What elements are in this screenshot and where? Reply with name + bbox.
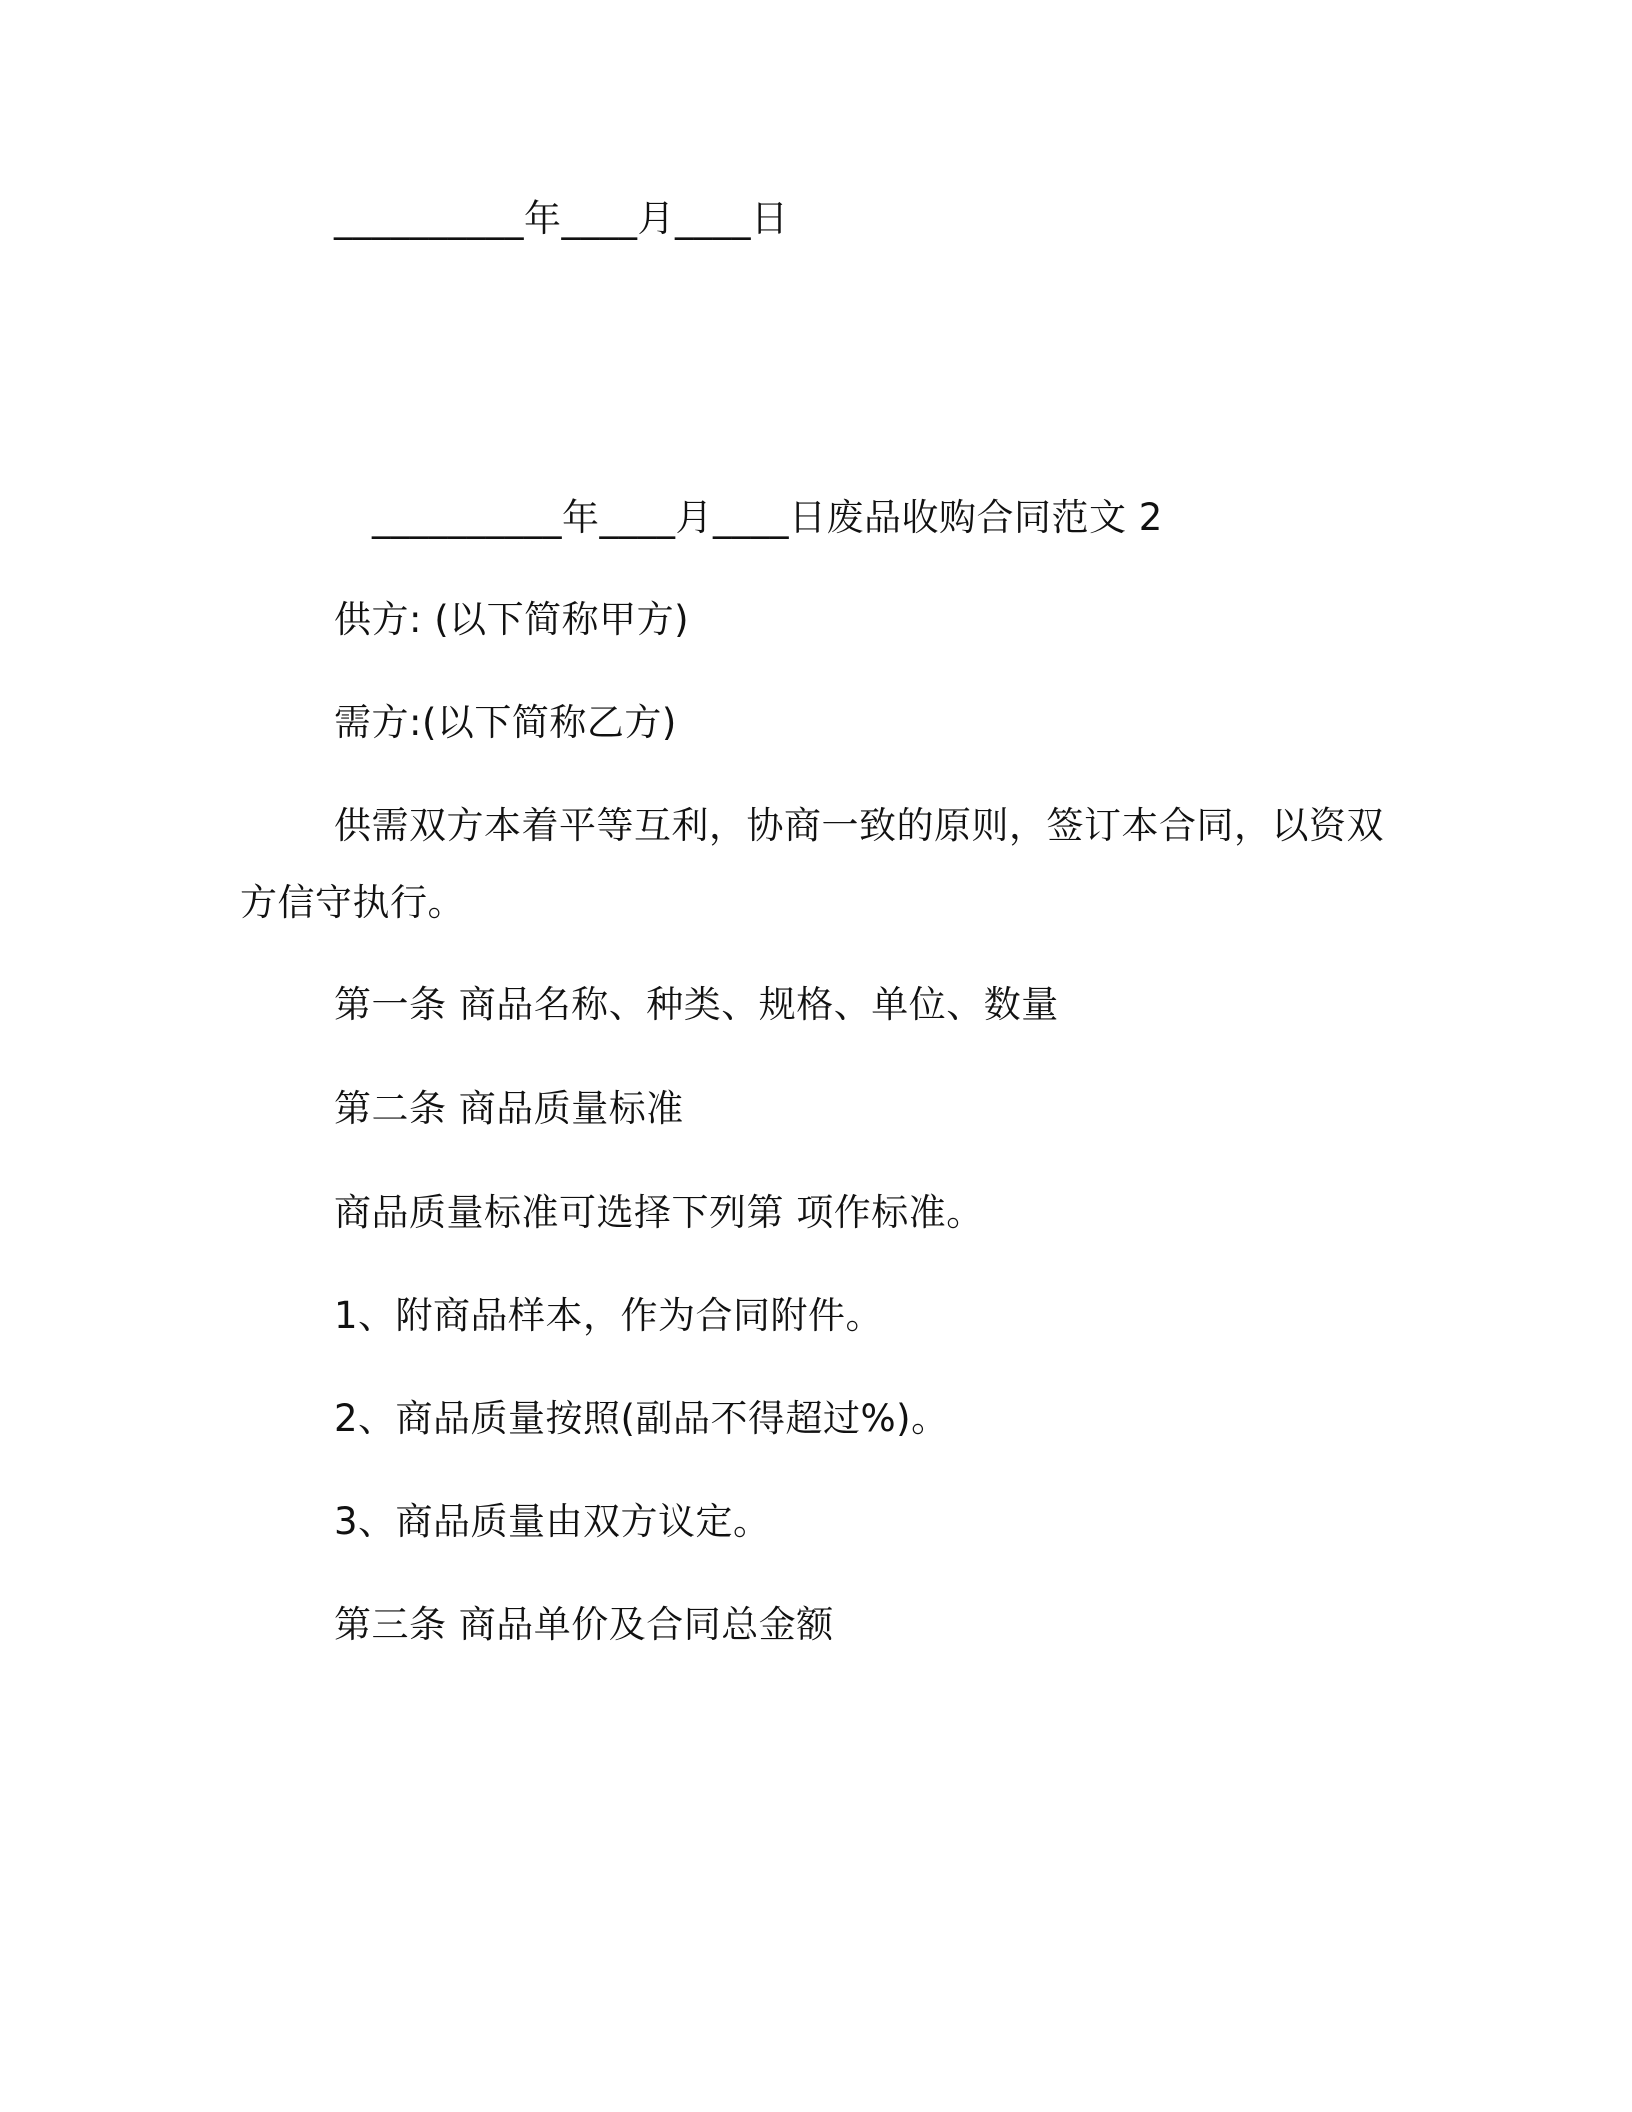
document-title: __________年____月____日废品收购合同范文 2 (372, 496, 1163, 539)
quality-item-3: 3、商品质量由双方议定。 (334, 1500, 771, 1543)
buyer-line: 需方:(以下简称乙方) (334, 701, 677, 744)
date-line: __________年____月____日 (334, 197, 789, 240)
quality-intro: 商品质量标准可选择下列第 项作标准。 (334, 1191, 984, 1234)
supplier-line: 供方: (以下简称甲方) (334, 598, 690, 641)
article-3-heading: 第三条 商品单价及合同总金额 (334, 1603, 834, 1646)
quality-item-1: 1、附商品样本，作为合同附件。 (334, 1294, 884, 1337)
preamble-line-2: 方信守执行。 (240, 881, 465, 924)
article-2-heading: 第二条 商品质量标准 (334, 1087, 684, 1130)
quality-item-2: 2、商品质量按照(副品不得超过%)。 (334, 1397, 949, 1440)
article-1-heading: 第一条 商品名称、种类、规格、单位、数量 (334, 983, 1059, 1026)
preamble-line-1: 供需双方本着平等互利，协商一致的原则，签订本合同，以资双 (334, 804, 1384, 847)
